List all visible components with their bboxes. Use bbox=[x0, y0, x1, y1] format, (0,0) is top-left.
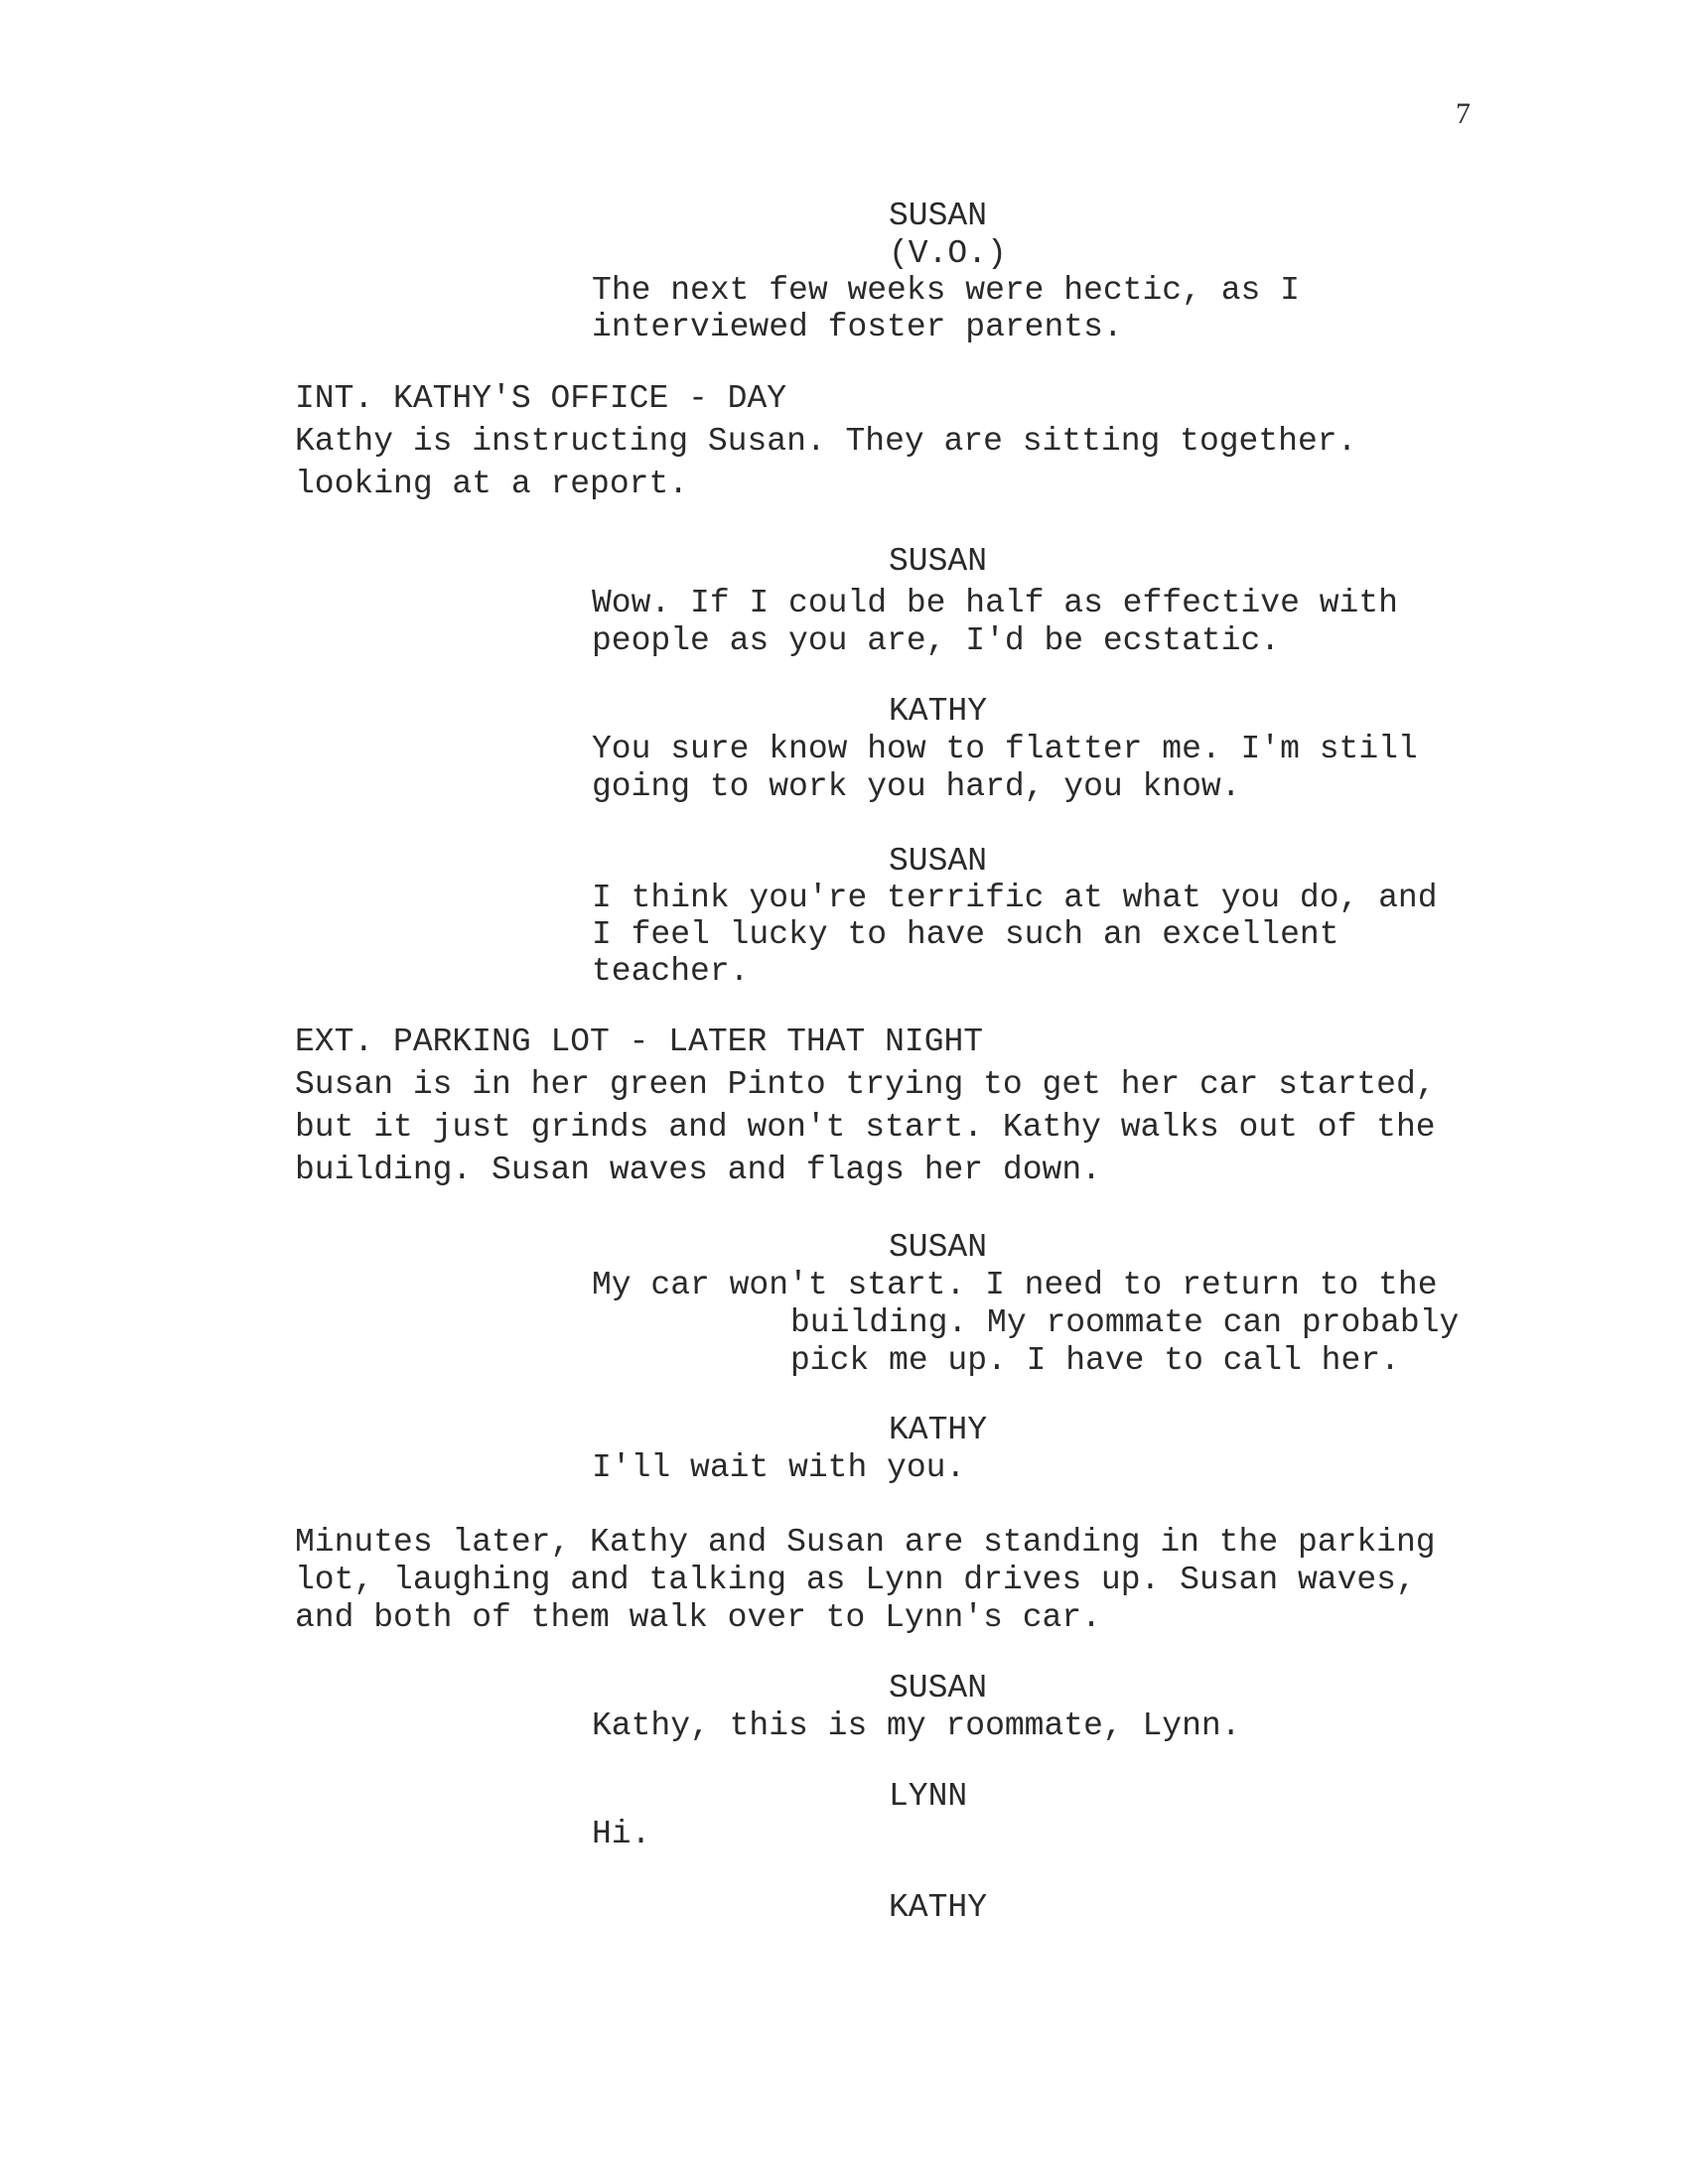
action-line: Minutes later, Kathy and Susan are standing in the parking bbox=[295, 1524, 1436, 1561]
dialogue-line: I feel lucky to have such an excellent bbox=[592, 916, 1339, 953]
character-name: SUSAN bbox=[889, 843, 988, 880]
dialogue-line: teacher. bbox=[592, 953, 750, 990]
dialogue-line: The next few weeks were hectic, as I bbox=[592, 272, 1300, 309]
parenthetical: (V.O.) bbox=[889, 235, 1007, 272]
character-name: KATHY bbox=[889, 1889, 988, 1926]
dialogue-line: building. My roommate can probably bbox=[790, 1304, 1460, 1341]
dialogue-line: Hi. bbox=[592, 1816, 651, 1852]
character-name: SUSAN bbox=[889, 1229, 988, 1266]
action-line: lot, laughing and talking as Lynn drives up. Susan waves, bbox=[295, 1562, 1416, 1598]
character-name: SUSAN bbox=[889, 543, 988, 580]
action-line: building. Susan waves and flags her down. bbox=[295, 1152, 1101, 1188]
character-name: SUSAN bbox=[889, 1670, 988, 1706]
page-number: 7 bbox=[1456, 97, 1471, 130]
action-line: Kathy is instructing Susan. They are sitting together. bbox=[295, 423, 1357, 460]
action-line: and both of them walk over to Lynn's car. bbox=[295, 1599, 1101, 1636]
character-name: KATHY bbox=[889, 1412, 988, 1448]
action-line: looking at a report. bbox=[295, 466, 689, 502]
scene-heading: EXT. PARKING LOT - LATER THAT NIGHT bbox=[295, 1024, 984, 1060]
dialogue-line: interviewed foster parents. bbox=[592, 309, 1123, 345]
scene-heading: INT. KATHY'S OFFICE - DAY bbox=[295, 380, 787, 417]
dialogue-line: Kathy, this is my roommate, Lynn. bbox=[592, 1707, 1241, 1744]
action-line: Susan is in her green Pinto trying to get her car started, bbox=[295, 1066, 1436, 1103]
action-line: but it just grinds and won't start. Kathy walks out of the bbox=[295, 1109, 1436, 1146]
dialogue-line: You sure know how to flatter me. I'm still bbox=[592, 731, 1418, 767]
character-name: SUSAN bbox=[889, 198, 988, 234]
dialogue-line: people as you are, I'd be ecstatic. bbox=[592, 622, 1281, 659]
character-name: LYNN bbox=[889, 1778, 968, 1815]
dialogue-line: My car won't start. I need to return to the bbox=[592, 1267, 1438, 1303]
dialogue-line: I think you're terrific at what you do, and bbox=[592, 880, 1438, 916]
dialogue-line: I'll wait with you. bbox=[592, 1449, 966, 1486]
dialogue-line: going to work you hard, you know. bbox=[592, 768, 1241, 805]
dialogue-line: pick me up. I have to call her. bbox=[790, 1342, 1400, 1379]
dialogue-line: Wow. If I could be half as effective with bbox=[592, 585, 1398, 621]
character-name: KATHY bbox=[889, 693, 988, 730]
